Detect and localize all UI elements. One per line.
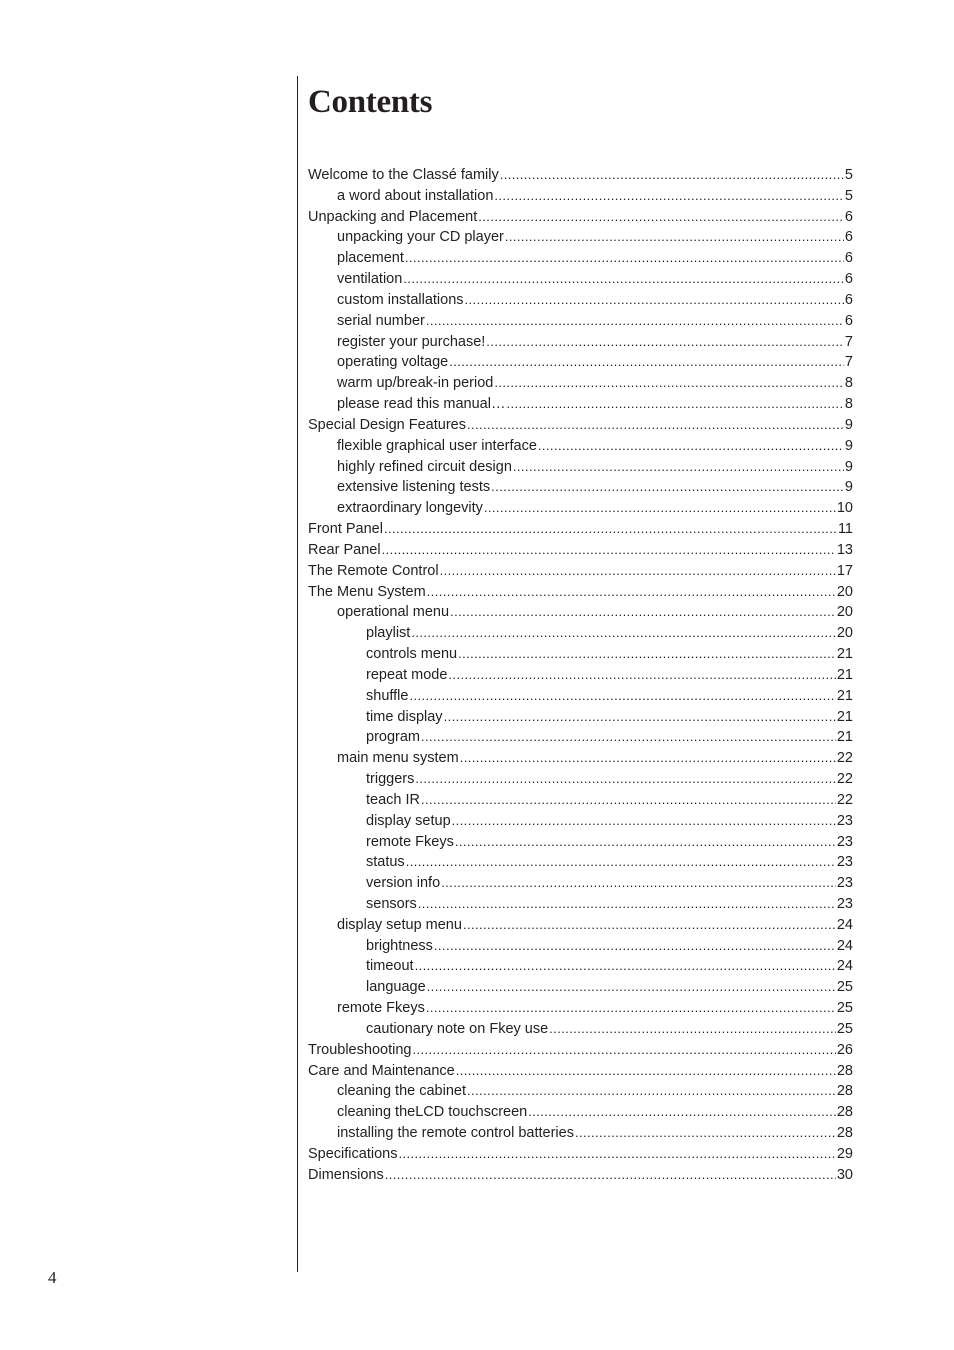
toc-entry-page: 24 [836,937,853,954]
toc-entry-page: 9 [844,416,853,433]
toc-entry-page: 20 [836,583,853,600]
toc-entry[interactable] [308,894,853,915]
toc-entry-page: 13 [836,541,853,558]
toc-entry-page: 6 [844,312,853,329]
toc-entry[interactable] [308,977,853,998]
toc-entry-page: 21 [836,708,853,725]
toc-entry-label: serial number [337,312,425,329]
toc-entry[interactable] [308,1040,853,1061]
toc-entry-page: 28 [836,1125,853,1142]
dot-leader [528,1102,836,1123]
toc-entry[interactable] [308,498,853,519]
toc-entry[interactable] [308,561,853,582]
dot-leader [505,227,844,248]
toc-entry-label: Troubleshooting [308,1041,412,1058]
toc-entry-label: highly refined circuit design [337,458,512,475]
toc-entry-page: 5 [844,167,853,183]
toc-entry-page: 8 [844,375,853,392]
dot-leader [478,207,844,228]
dot-leader [463,915,836,936]
toc-entry-page: 20 [836,625,853,642]
toc-entry-page: 6 [844,208,853,225]
toc-entry[interactable] [308,207,853,228]
toc-entry[interactable] [308,727,853,748]
dot-leader [458,644,836,665]
toc-entry-page: 23 [836,875,853,892]
toc-entry[interactable] [308,540,853,561]
toc-entry-label: operating voltage [337,354,449,371]
toc-entry[interactable] [308,748,853,769]
toc-entry-label: program [366,729,420,746]
toc-entry[interactable] [308,707,853,728]
toc-entry-page: 21 [836,646,853,663]
toc-entry-page: 29 [836,1145,853,1162]
dot-leader [441,873,836,894]
toc-entry[interactable] [308,1102,853,1123]
toc-entry[interactable] [308,852,853,873]
toc-entry-label: shuffle [366,687,409,704]
toc-entry-page: 23 [836,854,853,871]
toc-entry[interactable] [308,915,853,936]
toc-entry-label: cleaning theLCD touchscreen [337,1104,528,1121]
dot-leader [500,165,844,186]
dot-leader [506,394,843,415]
toc-entry[interactable] [308,332,853,353]
dot-leader [434,936,836,957]
toc-entry[interactable] [308,477,853,498]
toc-entry-label: please read this manual… [337,396,506,413]
toc-entry-page: 25 [836,1020,853,1037]
toc-entry[interactable] [308,415,853,436]
toc-entry-page: 26 [836,1041,853,1058]
toc-entry[interactable] [308,956,853,977]
dot-leader [411,623,836,644]
toc-entry[interactable] [308,269,853,290]
toc-entry-label: a word about installation [337,187,494,204]
toc-entry[interactable] [308,248,853,269]
toc-entry-label: placement [337,250,404,267]
toc-entry-page: 9 [844,458,853,475]
toc-entry[interactable] [308,165,853,186]
toc-entry[interactable] [308,1144,853,1165]
toc-entry-page: 24 [836,916,853,933]
toc-entry-label: timeout [366,958,414,975]
toc-entry-page: 21 [836,666,853,683]
toc-entry[interactable] [308,998,853,1019]
toc-entry[interactable] [308,186,853,207]
dot-leader [494,373,844,394]
toc-entry[interactable] [308,436,853,457]
toc-entry[interactable] [308,1019,853,1040]
dot-leader [449,352,844,373]
toc-entry-label: warm up/break-in period [337,375,494,392]
dot-leader [467,1081,836,1102]
dot-leader [384,519,837,540]
toc-entry-page: 9 [844,437,853,454]
toc-entry-page: 7 [844,354,853,371]
dot-leader [421,790,836,811]
toc-entry-page: 25 [836,979,853,996]
dot-leader [426,311,844,332]
dot-leader [421,727,836,748]
toc-entry-label: remote Fkeys [337,1000,425,1017]
toc-entry-page: 6 [844,291,853,308]
toc-entry-label: sensors [366,895,417,912]
toc-entry-label: Care and Maintenance [308,1062,455,1079]
dot-leader [403,269,844,290]
toc-entry-label: version info [366,875,441,892]
toc-entry[interactable] [308,1081,853,1102]
toc-entry-page: 11 [837,521,853,538]
dot-leader [450,602,836,623]
toc-entry-page: 28 [836,1104,853,1121]
dot-leader [455,832,836,853]
toc-entry-page: 5 [844,187,853,204]
dot-leader [426,998,836,1019]
toc-entry-page: 23 [836,812,853,829]
toc-entry[interactable] [308,665,853,686]
toc-entry-label: main menu system [337,750,459,767]
toc-entry[interactable] [308,832,853,853]
dot-leader [465,290,844,311]
toc-entry[interactable] [308,290,853,311]
toc-entry-label: unpacking your CD player [337,229,504,246]
table-of-contents [308,165,853,1186]
dot-leader [486,332,844,353]
toc-entry-page: 8 [844,396,853,413]
dot-leader [538,436,844,457]
toc-entry-label: brightness [366,937,433,954]
toc-entry-label: cautionary note on Fkey use [366,1020,549,1037]
dot-leader [460,748,836,769]
toc-entry-label: Unpacking and Placement [308,208,478,225]
toc-entry[interactable] [308,769,853,790]
dot-leader [427,582,836,603]
toc-entry-page: 21 [836,687,853,704]
dot-leader [418,894,836,915]
toc-entry-page: 22 [836,750,853,767]
toc-entry-page: 9 [844,479,853,496]
toc-entry-label: flexible graphical user interface [337,437,537,454]
toc-entry-label: custom installations [337,291,464,308]
toc-entry-label: Front Panel [308,521,383,538]
toc-entry[interactable] [308,352,853,373]
dot-leader [467,415,844,436]
toc-entry-page: 10 [836,500,853,517]
toc-entry[interactable] [308,790,853,811]
toc-entry-page: 22 [836,771,853,788]
toc-entry-label: teach IR [366,791,420,808]
dot-leader [440,561,836,582]
page-title: Contents [308,84,433,120]
toc-entry-page: 21 [836,729,853,746]
toc-entry-label: ventilation [337,271,403,288]
dot-leader [456,1061,836,1082]
toc-entry-page: 22 [836,791,853,808]
toc-entry-page: 7 [844,333,853,350]
toc-entry-label: operational menu [337,604,450,621]
toc-entry[interactable] [308,519,853,540]
dot-leader [491,477,844,498]
toc-entry[interactable] [308,602,853,623]
dot-leader [549,1019,836,1040]
dot-leader [494,186,844,207]
toc-entry[interactable] [308,811,853,832]
toc-entry-label: time display [366,708,443,725]
toc-entry-label: triggers [366,771,415,788]
toc-entry-page: 28 [836,1062,853,1079]
toc-entry[interactable] [308,394,853,415]
toc-entry-label: Specifications [308,1145,398,1162]
toc-entry-label: display setup [366,812,451,829]
dot-leader [415,956,836,977]
toc-entry-label: display setup menu [337,916,462,933]
dot-leader [452,811,836,832]
toc-entry[interactable] [308,1123,853,1144]
toc-entry[interactable] [308,1061,853,1082]
toc-entry-label: language [366,979,426,996]
dot-leader [385,1165,836,1186]
toc-entry[interactable] [308,873,853,894]
dot-leader [575,1123,836,1144]
dot-leader [412,1040,835,1061]
dot-leader [398,1144,835,1165]
toc-entry[interactable] [308,623,853,644]
toc-entry-label: controls menu [366,646,458,663]
toc-entry-page: 6 [844,271,853,288]
toc-entry-label: repeat mode [366,666,448,683]
toc-entry[interactable] [308,311,853,332]
toc-entry-label: remote Fkeys [366,833,454,850]
page-number: 4 [48,1268,57,1287]
toc-entry-label: cleaning the cabinet [337,1083,466,1100]
toc-entry[interactable] [308,457,853,478]
toc-entry-label: register your purchase! [337,333,486,350]
toc-entry-label: Rear Panel [308,541,381,558]
dot-leader [409,686,835,707]
toc-entry-label: installing the remote control batteries [337,1125,574,1142]
toc-entry-page: 23 [836,833,853,850]
toc-entry-page: 25 [836,1000,853,1017]
dot-leader [444,707,836,728]
toc-entry[interactable] [308,1165,853,1186]
toc-entry-label: extraordinary longevity [337,500,483,517]
toc-entry-label: The Remote Control [308,562,439,579]
dot-leader [513,457,844,478]
dot-leader [382,540,836,561]
dot-leader [448,665,835,686]
toc-entry-page: 23 [836,895,853,912]
toc-entry-page: 24 [836,958,853,975]
toc-entry-label: playlist [366,625,411,642]
toc-entry-label: Dimensions [308,1166,384,1183]
toc-entry-page: 28 [836,1083,853,1100]
toc-entry[interactable] [308,373,853,394]
dot-leader [405,248,844,269]
dot-leader [415,769,836,790]
toc-entry-page: 20 [836,604,853,621]
toc-entry[interactable] [308,644,853,665]
toc-entry[interactable] [308,686,853,707]
toc-entry-page: 17 [836,562,853,579]
dot-leader [484,498,836,519]
toc-entry-label: The Menu System [308,583,426,600]
toc-entry-page: 6 [844,229,853,246]
toc-entry-page: 6 [844,250,853,267]
toc-entry[interactable] [308,936,853,957]
toc-entry-label: Welcome to the Classé family [308,167,499,183]
dot-leader [427,977,836,998]
toc-entry-label: extensive listening tests [337,479,491,496]
dot-leader [406,852,836,873]
toc-entry-label: Special Design Features [308,416,466,433]
toc-entry-label: status [366,854,405,871]
toc-entry[interactable] [308,582,853,603]
toc-entry-page: 30 [836,1166,853,1183]
toc-entry[interactable] [308,227,853,248]
vertical-divider [297,76,298,1272]
